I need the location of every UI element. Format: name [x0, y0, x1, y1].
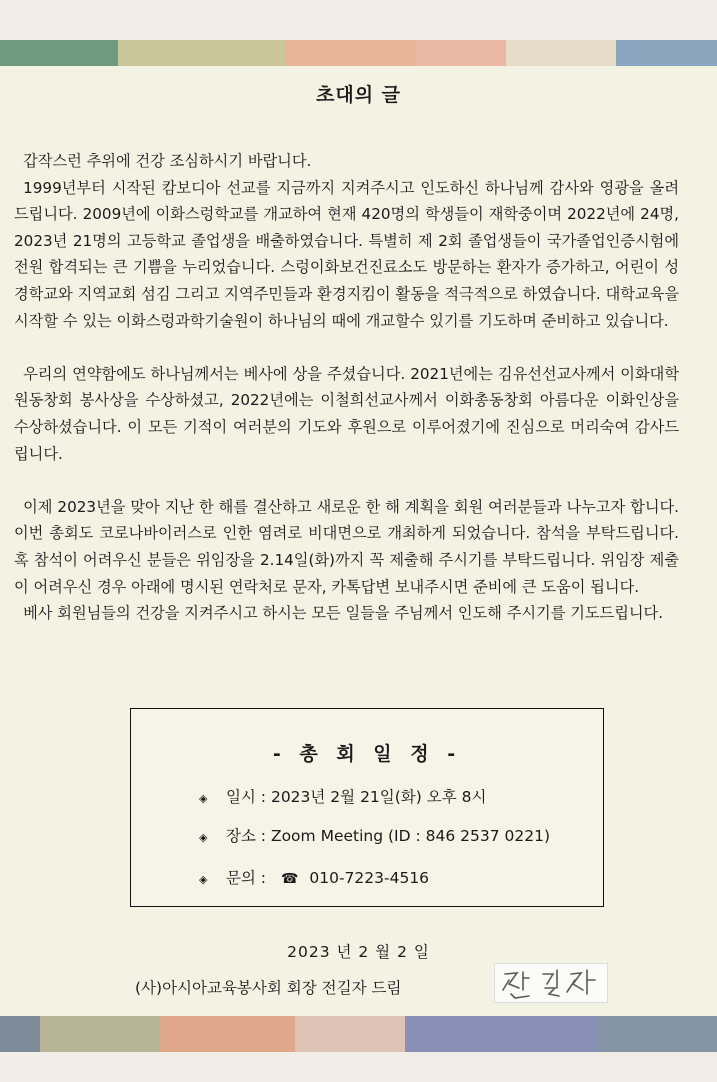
paragraph-mission-history: 1999년부터 시작된 캄보디아 선교를 지금까지 지켜주시고 인도하신 하나님께 감사와 영광을 올려드립니다. 2009년에 이화스렁학교를 개교하여 현재 420명의 학생들이 재학중이며 2022년에 24명, 2023년 21명의 고등학교 졸업생을 배출하였습니다. 특별히 제 2회 졸업생들이 국가졸업인증시험에 전원 합격되는 큰 기쁨을 누리었습니다. 스렁이화보건진료소도 방문하는 환자가 증가하고, 어린이 성경학교와 지역교회 섬김 그리고 지역주민들과 환경지킴이 활동을 적극적으로 하였습니다. 대학교육을 시작할 수 있는 이화스렁과학기술원이 하나님의 때에 개교할수 있기를 기도하며 준비하고 있습니다. [14, 178, 679, 330]
paragraph-greeting: 갑작스런 추위에 건강 조심하시기 바랍니다. [23, 152, 312, 170]
letter-title: 초대의 글 [315, 84, 402, 106]
diamond-bullet-icon: ◈ [199, 792, 208, 805]
schedule-contact-label: 문의 : [225, 869, 267, 887]
schedule-datetime-row [199, 785, 486, 807]
paragraph-awards: 우리의 연약함에도 하나님께서는 베사에 상을 주셨습니다. 2021년에는 김유선선교사께서 이화대학원동창회 봉사상을 수상하셨고, 2022년에는 이철희선교사께서 이화총동창회 아름다운 이화인상을 수상하셨습니다. 이 모든 기적이 여러분의 기도와 후원으로 이루어졌기에 진심으로 머리숙여 감사드립니다. [14, 364, 679, 463]
handwritten-signature [494, 963, 608, 1003]
bottom-color-stripe [0, 1016, 717, 1052]
schedule-location-row [199, 824, 550, 846]
letter-paper [0, 66, 717, 1016]
letter-date: 2023 년 2 월 2 일 [287, 943, 430, 961]
paragraph-closing-prayer: 베사 회원님들의 건강을 지켜주시고 하시는 모든 일들을 주님께서 인도해 주시기를 기도드립니다. [23, 604, 664, 623]
schedule-box [130, 708, 604, 907]
paragraph-meeting-notice: 이제 2023년을 맞아 지난 한 해를 결산하고 새로운 한 해 계획을 회원 여러분들과 나누고자 합니다. 이번 총회도 코로나바이러스로 인한 염려로 비대면으로 개최하게 되었습니다. 참석을 부탁드립니다. 혹 참석이 어려우신 분들은 위임장을 2.14일(화)까지 꼭 제출해 주시기를 부탁드립니다. 위임장 제출이 어려우신 경우 아래에 명시된 연락처로 문자, 카톡답변 보내주시면 준비에 큰 도움이 됩니다. [14, 497, 679, 596]
top-margin [0, 0, 717, 40]
schedule-location: 장소 : Zoom Meeting (ID : 846 2537 0221) [225, 827, 550, 845]
letter-body [14, 148, 679, 627]
top-color-stripe [0, 40, 717, 66]
phone-icon: ☎ [280, 871, 299, 887]
schedule-datetime: 일시 : 2023년 2월 21일(화) 오후 8시 [225, 788, 487, 806]
schedule-title: - 총 회 일 정 - [272, 743, 462, 765]
schedule-phone: 010-7223-4516 [309, 869, 430, 887]
schedule-contact-row [199, 866, 429, 888]
diamond-bullet-icon: ◈ [199, 873, 208, 886]
letter-sender: (사)아시아교육봉사회 회장 전길자 드림 [135, 979, 402, 997]
diamond-bullet-icon: ◈ [199, 831, 208, 844]
signature-drawing [495, 964, 607, 1002]
bottom-margin [0, 1052, 717, 1082]
